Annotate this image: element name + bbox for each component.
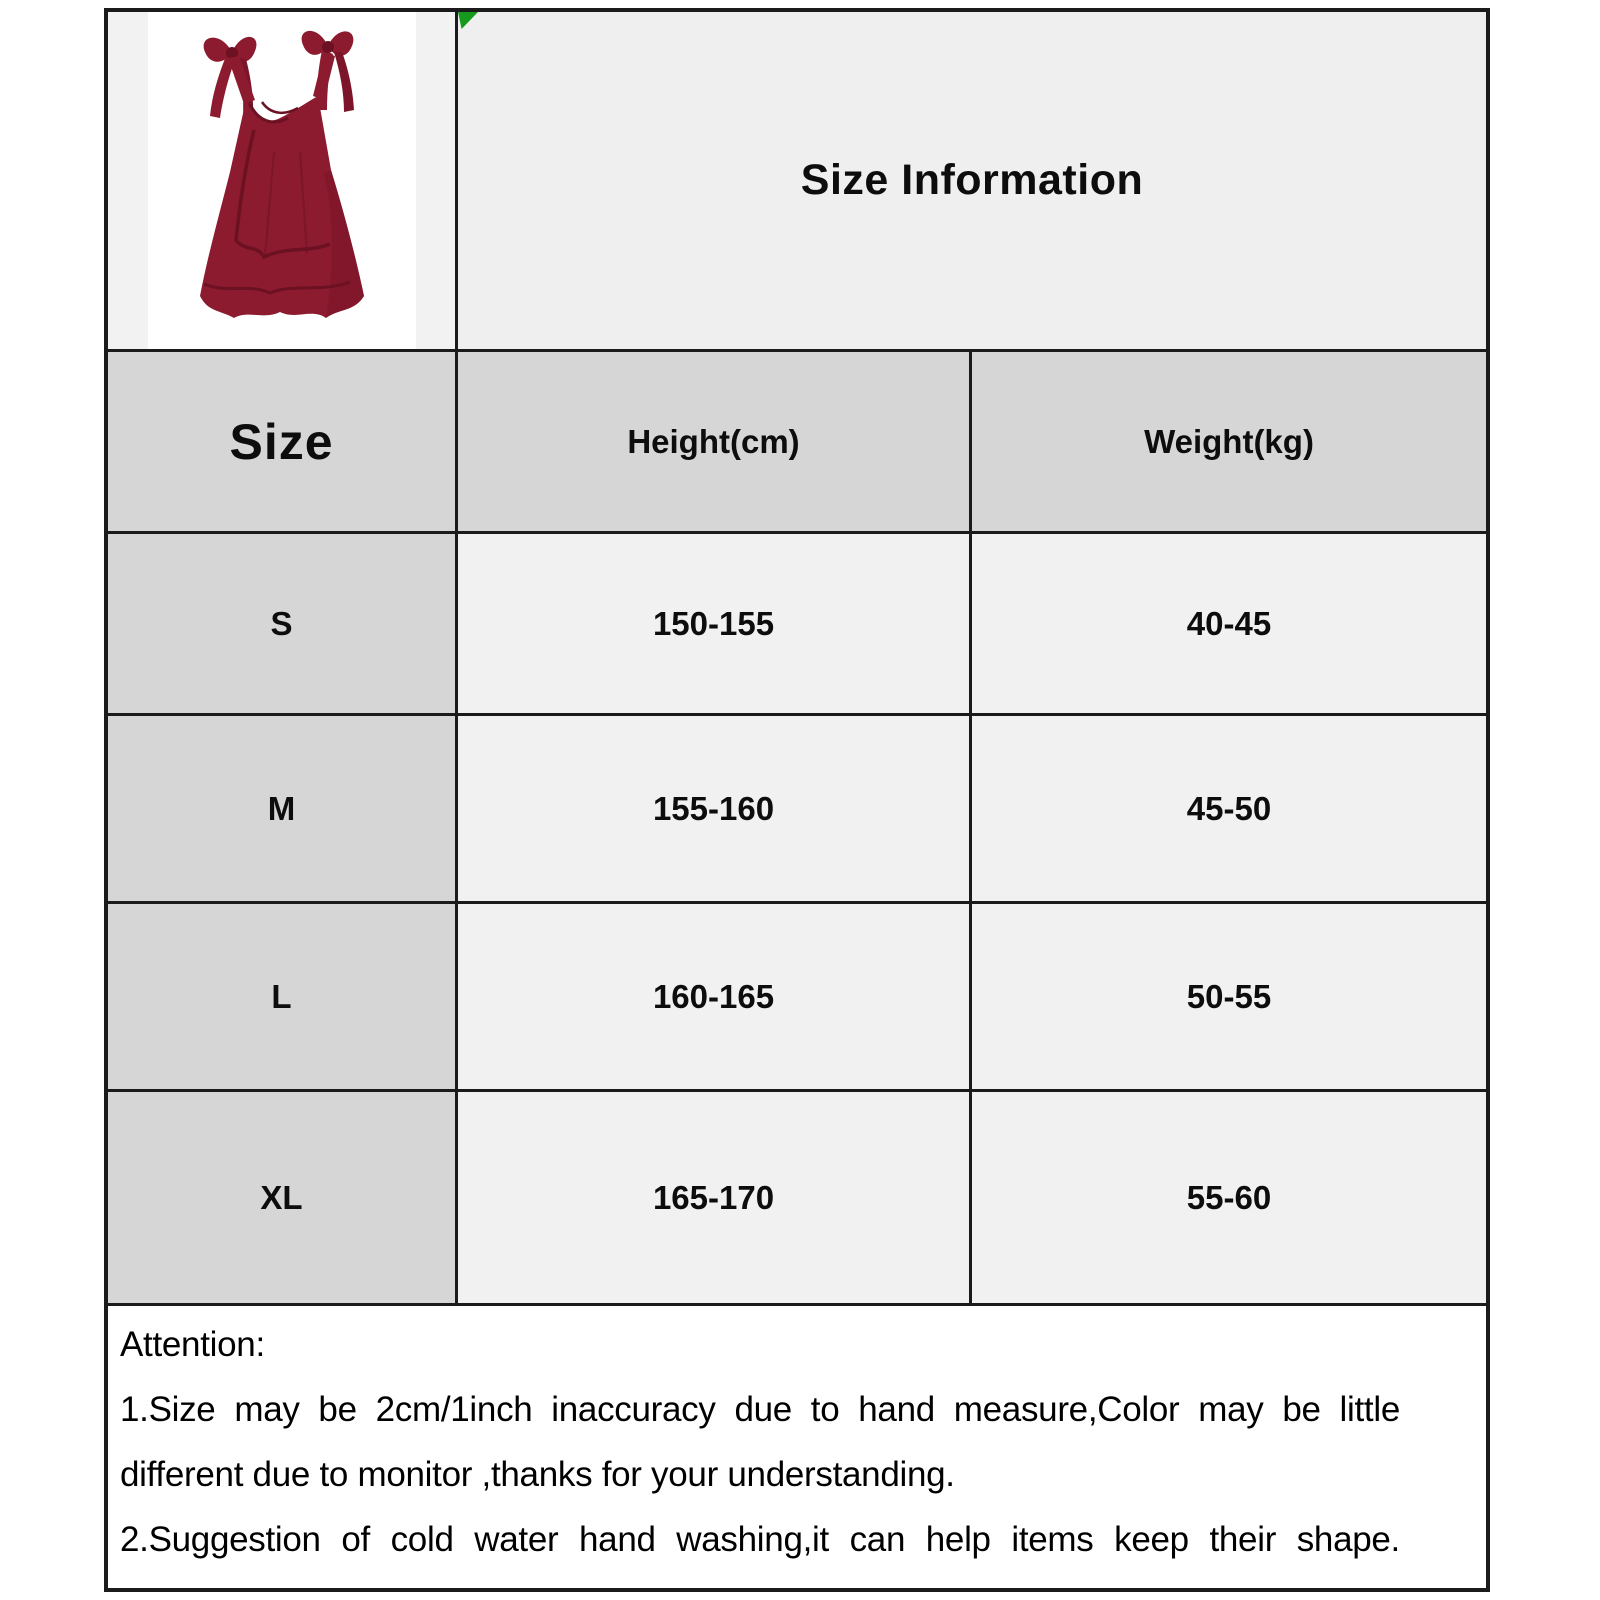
height-value-s: 150-155 [458, 534, 972, 716]
product-photo [148, 12, 416, 349]
height-value-l: 160-165 [458, 904, 972, 1092]
page-title: Size Information [800, 156, 1144, 204]
dress-illustration [148, 12, 416, 346]
green-corner-marker [458, 12, 478, 29]
size-information-header-cell [458, 12, 1486, 352]
attention-section [108, 1306, 1486, 1588]
size-label-m: M [108, 716, 458, 904]
attention-note-line-3: 2.Suggestion of cold water hand washing,it can help items keep their shape. [120, 1520, 1400, 1559]
column-header-size: Size [108, 352, 458, 534]
size-table [104, 8, 1490, 1592]
size-label-l: L [108, 904, 458, 1092]
weight-value-l: 50-55 [972, 904, 1486, 1092]
attention-note-line-1: 1.Size may be 2cm/1inch inaccuracy due to hand measure,Color may be little [120, 1390, 1400, 1429]
height-value-xl: 165-170 [458, 1092, 972, 1306]
weight-value-s: 40-45 [972, 534, 1486, 716]
column-header-weight: Weight(kg) [972, 352, 1486, 534]
weight-value-xl: 55-60 [972, 1092, 1486, 1306]
size-label-s: S [108, 534, 458, 716]
column-header-height: Height(cm) [458, 352, 972, 534]
size-label-xl: XL [108, 1092, 458, 1306]
height-value-m: 155-160 [458, 716, 972, 904]
attention-note-line-2: different due to monitor ,thanks for your understanding. [120, 1455, 955, 1494]
attention-title: Attention: [120, 1325, 265, 1364]
product-photo-cell [108, 12, 458, 352]
weight-value-m: 45-50 [972, 716, 1486, 904]
